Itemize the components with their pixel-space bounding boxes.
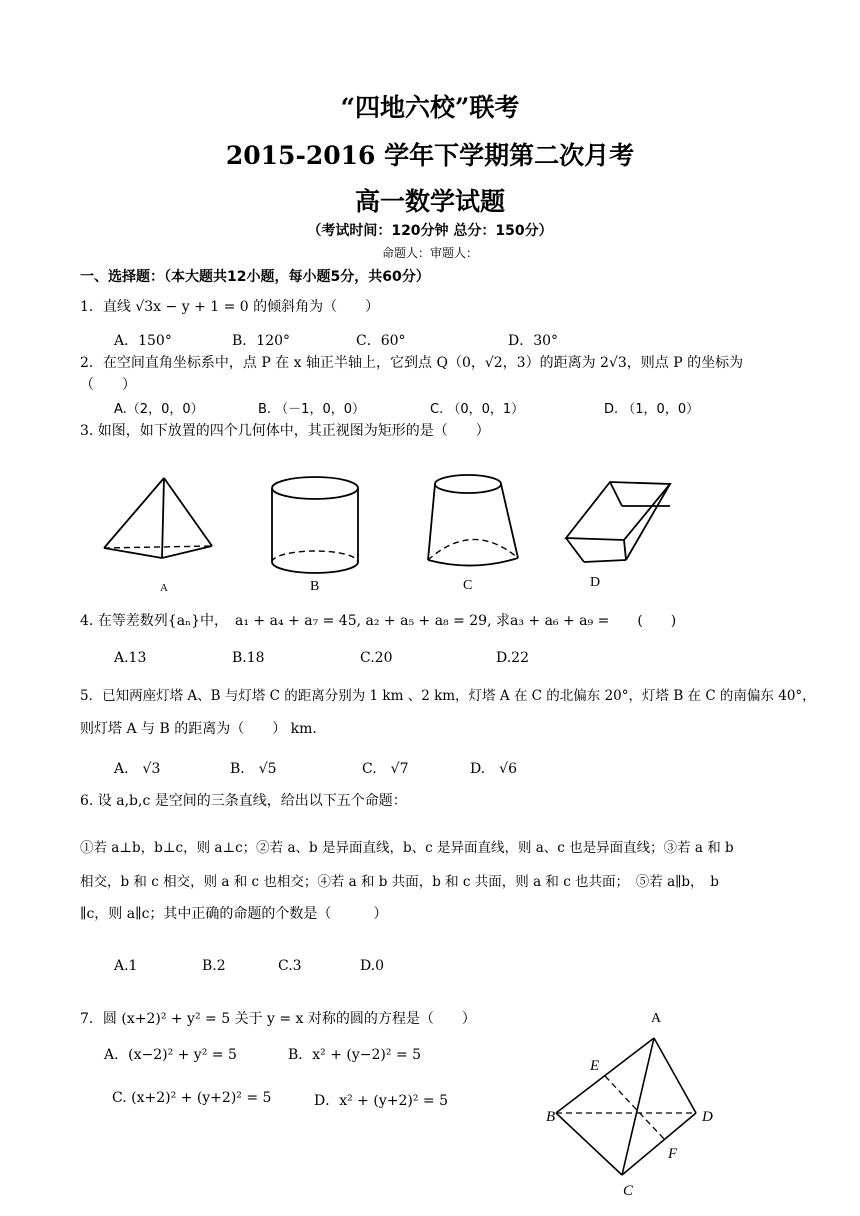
q6-option-c: C.3 [278,958,302,974]
question-7: 7．圆 (x+2)² + y² = 5 关于 y = x 对称的圆的方程是（ ） [80,1011,476,1027]
question-4: 4. 在等差数列{aₙ}中， a₁ + a₄ + a₇ = 45, a₂ + a₅ + a₈ = 29, 求a₃ + a₆ + a₉ = ( ) [80,613,677,629]
prism-figure [566,482,670,562]
question-6: 6. 设 a,b,c 是空间的三条直线，给出以下五个命题： [80,793,407,809]
q6-option-d: D.0 [360,958,385,974]
exam-title-line2: 2015-2016 学年下学期第二次月考 [225,141,635,170]
pyramid-figure [104,478,212,558]
question-6-line2: ①若 a⊥b，b⊥c，则 a⊥c；②若 a、b 是异面直线，b、c 是异面直线，则 a、c 也是异面直线；③若 a 和 b [80,840,734,856]
exam-title-line3: 高一数学试题 [354,187,505,216]
vertex-b-label: B [546,1109,556,1125]
q1-option-a: A．150° [114,333,172,349]
q2-option-d: D. （1，0，0） [604,402,700,417]
q3-solids-figure [90,470,710,595]
point-f-label: F [668,1146,678,1162]
q3-label-b: B [310,579,320,594]
q7-option-c: C. (x+2)² + (y+2)² = 5 [112,1090,272,1106]
q5-option-a: A. √3 [114,761,161,777]
q4-option-d: D.22 [496,650,529,666]
question-6-line4: ∥c，则 a∥c；其中正确的命题的个数是（ ） [80,906,388,922]
exam-title-line1: “四地六校”联考 [340,93,520,122]
question-5: 5．已知两座灯塔 A、B 与灯塔 C 的距离分别为 1 km 、2 km，灯塔 A 在 C 的北偏东 20°，灯塔 B 在 C 的南偏东 40°， [80,688,816,704]
q7-option-d: D．x² + (y+2)² = 5 [314,1093,448,1109]
q2-option-b: B. （－1，0，0） [258,402,365,417]
q4-option-c: C.20 [360,650,393,666]
vertex-d-label: D [702,1109,713,1125]
q7-option-a: A．(x−2)² + y² = 5 [104,1047,237,1063]
vertex-a-label: A [651,1011,662,1026]
q3-label-c: C [463,578,473,593]
q6-option-b: B.2 [202,958,226,974]
q5-option-d: D. √6 [470,761,518,777]
tetrahedron-figure [530,1000,740,1200]
q3-label-d: D [590,575,601,590]
q5-option-c: C. √7 [362,761,409,777]
frustum-figure [428,475,518,566]
point-e-label: E [590,1058,600,1074]
q3-label-a: A [160,582,168,594]
q4-option-a: A.13 [114,650,147,666]
question-2: 2．在空间直角坐标系中，点 P 在 x 轴正半轴上，它到点 Q（0，√2，3）的距离为 2√3，则点 P 的坐标为 [80,355,744,371]
q4-option-b: B.18 [232,650,265,666]
q6-option-a: A.1 [114,958,138,974]
question-5-cont: 则灯塔 A 与 B 的距离为（ ） km. [80,721,317,737]
q2-option-a: A.（2，0，0） [114,402,204,417]
question-6-line3: 相交，b 和 c 相交，则 a 和 c 也相交；④若 a 和 b 共面，b 和 c 共面，则 a 和 c 也共面； ⑤若 a∥b， b [80,874,719,890]
question-2-paren: （ ） [80,377,136,393]
vertex-c-label: C [623,1183,634,1199]
q5-option-b: B. √5 [230,761,277,777]
question-3: 3. 如图，如下放置的四个几何体中，其正视图为矩形的是（ ） [80,423,490,439]
exam-info: （考试时间：120分钟 总分：150分） [307,223,553,239]
question-1: 1．直线 √3x − y + 1 = 0 的倾斜角为（ ） [80,299,380,315]
section-heading: 一、选择题：（本大题共12小题，每小题5分，共60分） [80,269,430,285]
q1-option-b: B．120° [232,333,291,349]
q7-option-b: B．x² + (y−2)² = 5 [288,1047,422,1063]
q1-option-d: D．30° [508,333,559,349]
cylinder-figure [272,477,358,573]
q2-option-c: C. （0，0，1） [430,402,525,417]
q1-option-c: C．60° [356,333,406,349]
authors-line: 命题人：审题人： [381,246,478,260]
